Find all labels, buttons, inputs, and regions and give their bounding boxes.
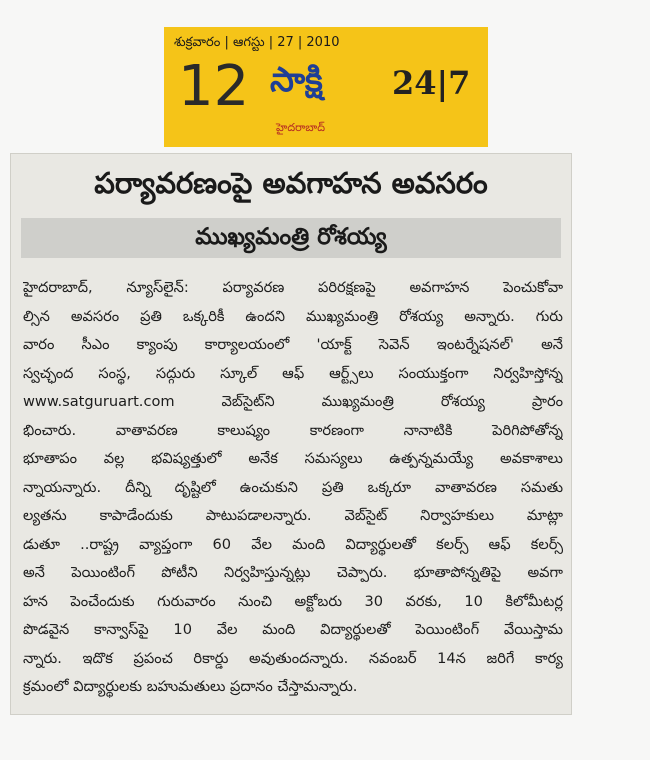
article-line: భించారు. వాతావరణ కాలుష్యం కారణంగా నానాటికి పెరిగిపోతోన్న [23,421,563,439]
article-line: హైదరాబాద్, న్యూస్‌లైన్: పర్యావరణ పరిరక్షణపై అవగాహన పెంచుకోవా [23,279,563,296]
article-line: న్నాయన్నారు. దీన్ని దృష్టిలో ఉంచుకుని ప్రతి ఒక్కరూ వాతావరణ సమతు [23,478,563,496]
article-line: అనే పెయింటింగ్ పోటీని నిర్వహిస్తున్నట్లు చెప్పారు. భూతాపోన్నతిపై అవగా [23,564,563,581]
article-line: న్నారు. ఇదొక ప్రపంచ రికార్డు అవుతుందన్నారు. నవంబర్ 14న జరిగే కార్య [23,649,563,667]
article-line: స్వచ్ఛంద సంస్థ, సద్గురు స్కూల్ ఆఫ్ ఆర్ట్స్‌లు సంయుక్తంగా నిర్వహిస్తోన్న [23,364,563,382]
article-subheadline: ముఖ్యమంత్రి రోశయ్య [195,224,387,250]
article-line: వారం సీఎం క్యాంపు కార్యాలయంలో 'యాక్ట్ సెవెన్ ఇంటర్నేషనల్' అనే [23,336,563,353]
newspaper-logo: సాక్షి [270,60,323,100]
article-line: హన పెంచేందుకు గురువారం నుంచి అక్టోబరు 30 వరకు, 10 కిలోమీటర్ల [23,592,563,610]
article-line: ల్సిన అవసరం ప్రతి ఒక్కరికీ ఉందని ముఖ్యమంత్రి రోశయ్య అన్నారు. గురు [23,307,563,325]
edition-city: హైదరాబాద్ [276,121,325,134]
article-line-website: www.satguruart.com వెబ్‌సైట్‌ని ముఖ్యమంత్రి రోశయ్య ప్రారం [23,393,563,410]
article-line: పొడవైన కాన్వాస్‌పై 10 వేల మంది విద్యార్థులతో పెయింటింగ్ వేయిస్తామ [23,621,563,638]
article-line-last: క్రమంలో విద్యార్థులకు బహుమతులు ప్రదానం చేస్తామన్నారు. [23,678,358,695]
article-line: ల్యతను కాపాడేందుకు పాటుపడాలన్నారు. వెబ్‌సైట్ నిర్వాహకులు మాట్లా [23,507,563,524]
page-number: 12 [178,54,250,119]
logo-suffix: 24|7 [392,64,471,102]
subheadline-banner [21,218,561,258]
article-headline: పర్యావరణంపై అవగాహన అవసరం [94,166,488,200]
article-line: డుతూ ..రాష్ట్ర వ్యాప్తంగా 60 వేల మంది విద్యార్థులతో కలర్స్ ఆఫ్ కలర్స్ [23,535,563,553]
article-line: భూతాపం వల్ల భవిష్యత్తులో అనేక సమస్యలు ఉత్పన్నమయ్యే అవకాశాలు [23,450,563,467]
newspaper-masthead [164,27,488,147]
news-clipping [10,153,572,715]
edition-date: శుక్రవారం | ఆగస్టు | 27 | 2010 [174,35,340,50]
article-body [23,274,563,702]
